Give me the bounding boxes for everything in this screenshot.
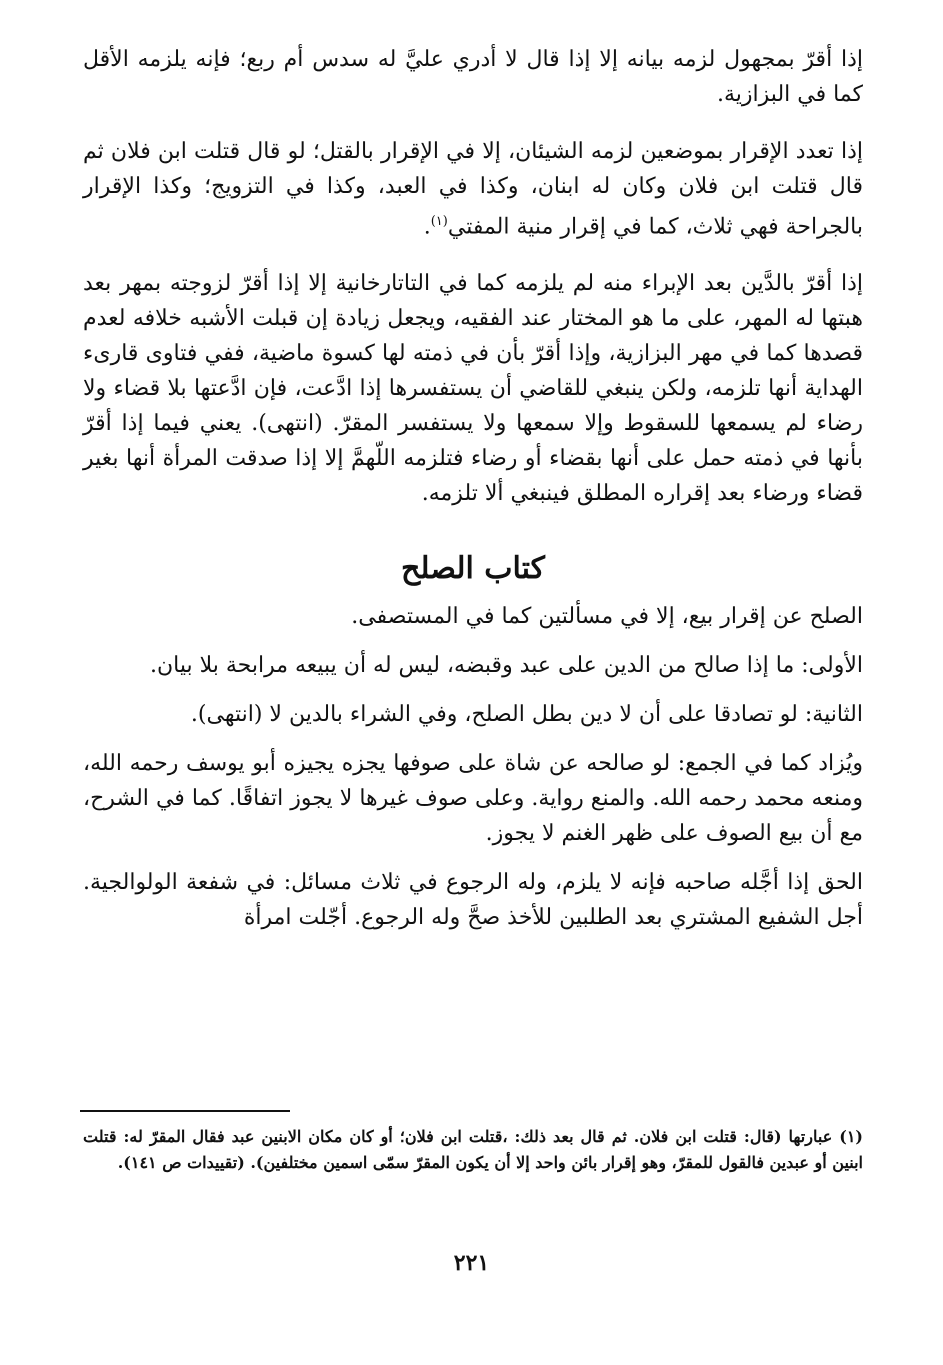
page-number: ٢٢١ bbox=[453, 1250, 490, 1276]
paragraph-ibra: إذا أقرّ بالدَّين بعد الإبراء منه لم يلزمه كما في التاتارخانية إلا إذا أقرّ لزوجته بمهر بعد هبتها له المهر، على ما هو المختار عند الفقيه، ويجعل زيادة إن قبلت الأشبه خلافه لعدم قصدها كما في مهر البزازية، وإذا أقرّ بأن في ذمته لها كسوة ماضية، ففي فتاوى قارىء الهداية أنها تلزمه، ولكن ينبغي للقاضي أن يستفسرها إذا ادَّعت، فإن ادَّعتها بلا قضاء ولا رضاء لم يسمعها للسقوط وإلا سمعها ولا يستفسر المقرّ. (انتهى). يعني فيما إذا أقرّ بأنها في ذمته حمل على أنها بقضاء أو رضاء فتلزمه اللّهمَّ إلا إذا صدقت المرأة أنها بغير قضاء ورضاء بعد إقراره المطلق فينبغي ألا تلزمه. bbox=[83, 271, 863, 507]
paragraph-majhul: إذا أقرّ بمجهول لزمه بيانه إلا إذا قال لا أدري عليَّ له سدس أم ربع؛ فإنه يلزمه الأقل كما في البزازية. bbox=[83, 47, 863, 107]
main-text bbox=[83, 42, 863, 949]
footnote-marker: (١) bbox=[430, 214, 448, 229]
paragraph-sulh-intro: الصلح عن إقرار بيع، إلا في مسألتين كما في المستصفى. bbox=[351, 604, 863, 630]
footnote-divider bbox=[80, 1110, 290, 1112]
paragraph-first-case: الأولى: ما إذا صالح من الدين على عبد وقبضه، ليس له أن يبيعه مرابحة بلا بيان. bbox=[150, 653, 863, 679]
paragraph-taaddud-text: إذا تعدد الإقرار بموضعين لزمه الشيئان، إلا في الإقرار بالقتل؛ لو قال قتلت ابن فلان ثم قال قتلت ابن فلان وكان له ابنان، وكذا في العبد، وكذا في التزويج؛ وكذا الإقرار بالجراحة فهي ثلاث، كما في إقرار منية المفتي bbox=[83, 139, 863, 240]
paragraph-haqq: الحق إذا أجَّله صاحبه فإنه لا يلزم، وله الرجوع في ثلاث مسائل: في شفعة الولوالجية. أجل الشفيع المشتري بعد الطلبين للأخذ صحَّ وله الرجوع. أجّلت امرأة bbox=[83, 870, 863, 931]
footnote-1: (١) عبارتها (قال: قتلت ابن فلان. ثم قال بعد ذلك: ،قتلت ابن فلان؛ أو كان مكان الابنين عبد فقال المقرّ له: قتلت ابنين أو عبدين فالقول للمقرّ، وهو إقرار بائن واحد إلا أن يكون المقرّ سمّى اسمين مختلفين). (تقييدات ص ١٤١). bbox=[83, 1127, 863, 1172]
section-title: كتاب الصلح bbox=[401, 551, 545, 587]
paragraph-taaddud-iqrar: إذا تعدد الإقرار بموضعين لزمه الشيئان، إلا في الإقرار بالقتل؛ لو قال قتلت ابن فلان ثم قال قتلت ابن فلان وكان له ابنان، وكذا في العبد، وكذا في التزويج؛ وكذا الإقرار بالجراحة فهي ثلاث، كما في إقرار منية المفتي$^{(١)}$. bbox=[83, 139, 863, 240]
paragraph-jam: ويُزاد كما في الجمع: لو صالحه عن شاة على صوفها يجزه يجيزه أبو يوسف رحمه الله، ومنعه محمد رحمه الله. والمنع رواية. وعلى صوف غيرها لا يجوز اتفاقًا. كما في الشرح، مع أن بيع الصوف على ظهر الغنم لا يجوز. bbox=[83, 751, 863, 847]
sulh-section bbox=[83, 599, 863, 935]
paragraph-second-case: الثانية: لو تصادقا على أن لا دين بطل الصلح، وفي الشراء بالدين لا (انتهى). bbox=[190, 702, 863, 728]
footnotes bbox=[83, 1124, 863, 1176]
